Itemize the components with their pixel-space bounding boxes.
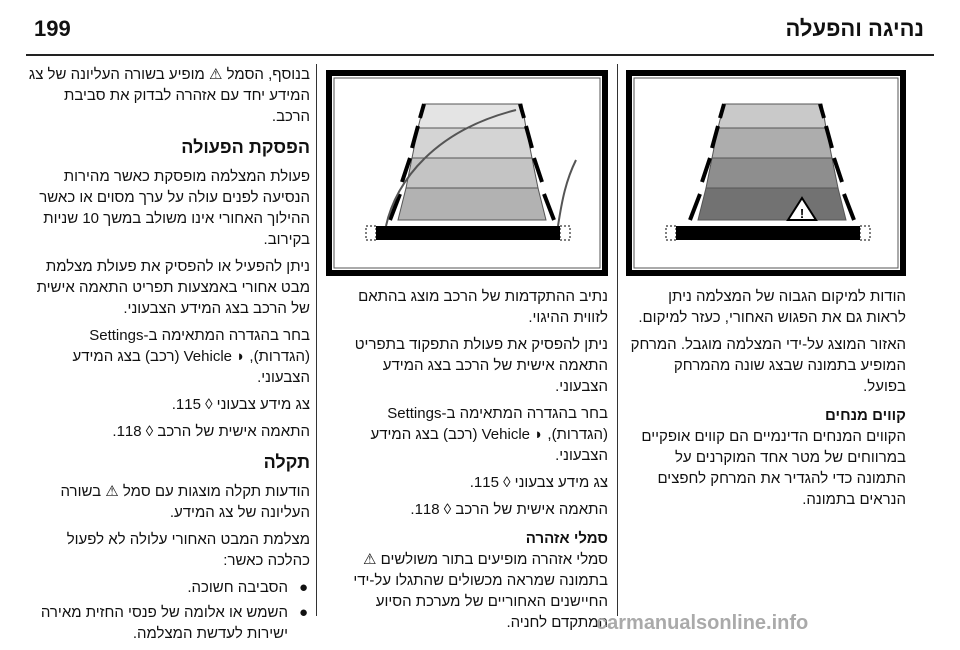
paragraph: נתיב ההתקדמות של הרכב מוצג בהתאם לזווית ההיגוי. [358, 288, 608, 326]
page-header [0, 0, 960, 56]
section-heading: קווים מנחים [825, 407, 906, 424]
paragraph: בנוסף, הסמל ⚠ מופיע בשורה העליונה של צג המידע יחד עם אזהרה לבדוק את סביבת הרכב. [28, 66, 310, 125]
paragraph: התאמה אישית של הרכב ◊ 118. [410, 501, 608, 518]
right-column-text [628, 286, 906, 516]
paragraph: הודעות תקלה מוצגות עם סמל ⚠ בשורה העליונה של צג המידע. [60, 483, 310, 521]
page-title: נהיגה והפעלה [785, 16, 924, 41]
column-divider-right [617, 64, 618, 616]
list-item [28, 577, 310, 598]
bullet-list [28, 577, 310, 644]
left-column-text [28, 64, 310, 650]
list-item-text: השמש או אלומה של פנסי החזית מאירה ישירות לעדשת המצלמה. [40, 604, 288, 642]
page-number: 199 [34, 16, 71, 41]
svg-text:!: ! [799, 206, 805, 221]
paragraph: ניתן להפסיק את פעולת התפקוד בתפריט התאמה אישית של הרכב בצג המידע הצבעוני. [354, 336, 608, 395]
paragraph: פעולת המצלמה מופסקת כאשר מהירות הנסיעה לפנים עולה על ערך מסוים או כאשר ההילוך האחורי אינו משולב במשך 10 שניות בקירוב. [39, 168, 310, 248]
section-heading: תקלה [263, 452, 310, 472]
list-item [28, 602, 310, 644]
section-heading: סמלי אזהרה [525, 530, 608, 547]
bullet-icon: ● [298, 604, 308, 621]
paragraph: בחר בהגדרה המתאימה ב-Settings (הגדרות), ◗ Vehicle (רכב) בצג המידע הצבעוני. [370, 405, 608, 464]
header-rule [26, 54, 934, 56]
watermark: carmanualsonline.info [596, 612, 809, 634]
section-heading: הפסקת הפעולה [181, 137, 310, 157]
paragraph: צג מידע צבעוני ◊ 115. [469, 474, 608, 491]
column-divider-left [316, 64, 317, 616]
paragraph: צג מידע צבעוני ◊ 115. [171, 396, 310, 413]
paragraph: הודות למיקום הגבוה של המצלמה ניתן לראות גם את הפגוש האחורי, כעזר למיקום. [638, 288, 906, 326]
camera-guidelines-illustration [626, 70, 906, 276]
camera-trajectory-illustration [326, 70, 608, 276]
bullet-icon: ● [298, 579, 308, 596]
paragraph: מצלמת המבט האחורי עלולה לא לפעול כהלכה כאשר: [66, 531, 310, 569]
paragraph: סמלי אזהרה מופיעים בתור משולשים ⚠ בתמונה שמראה מכשולים שהתגלו על-ידי החיישנים האחוריים של מערכת הסיוע המתקדם לחניה. [353, 551, 608, 631]
middle-column-text [328, 286, 608, 639]
paragraph: ניתן להפעיל או להפסיק את פעולת מצלמת מבט אחורי באמצעות תפריט התאמה אישית של הרכב בצג המידע הצבעוני. [36, 258, 310, 317]
list-item-text: הסביבה חשוכה. [187, 579, 288, 596]
paragraph: התאמה אישית של הרכב ◊ 118. [112, 423, 310, 440]
paragraph: בחר בהגדרה המתאימה ב-Settings (הגדרות), ◗ Vehicle (רכב) בצג המידע הצבעוני. [72, 327, 310, 386]
paragraph: הקווים המנחים הדינמיים הם קווים אופקיים במרווחים של מטר אחד המוקרנים על התמונה כדי להגדיר את המרחק לחפצים הנראים בתמונה. [641, 428, 906, 508]
paragraph: האזור המוצג על-ידי המצלמה מוגבל. המרחק המופיע בתמונה שבצג שונה מהמרחק בפועל. [630, 336, 906, 395]
